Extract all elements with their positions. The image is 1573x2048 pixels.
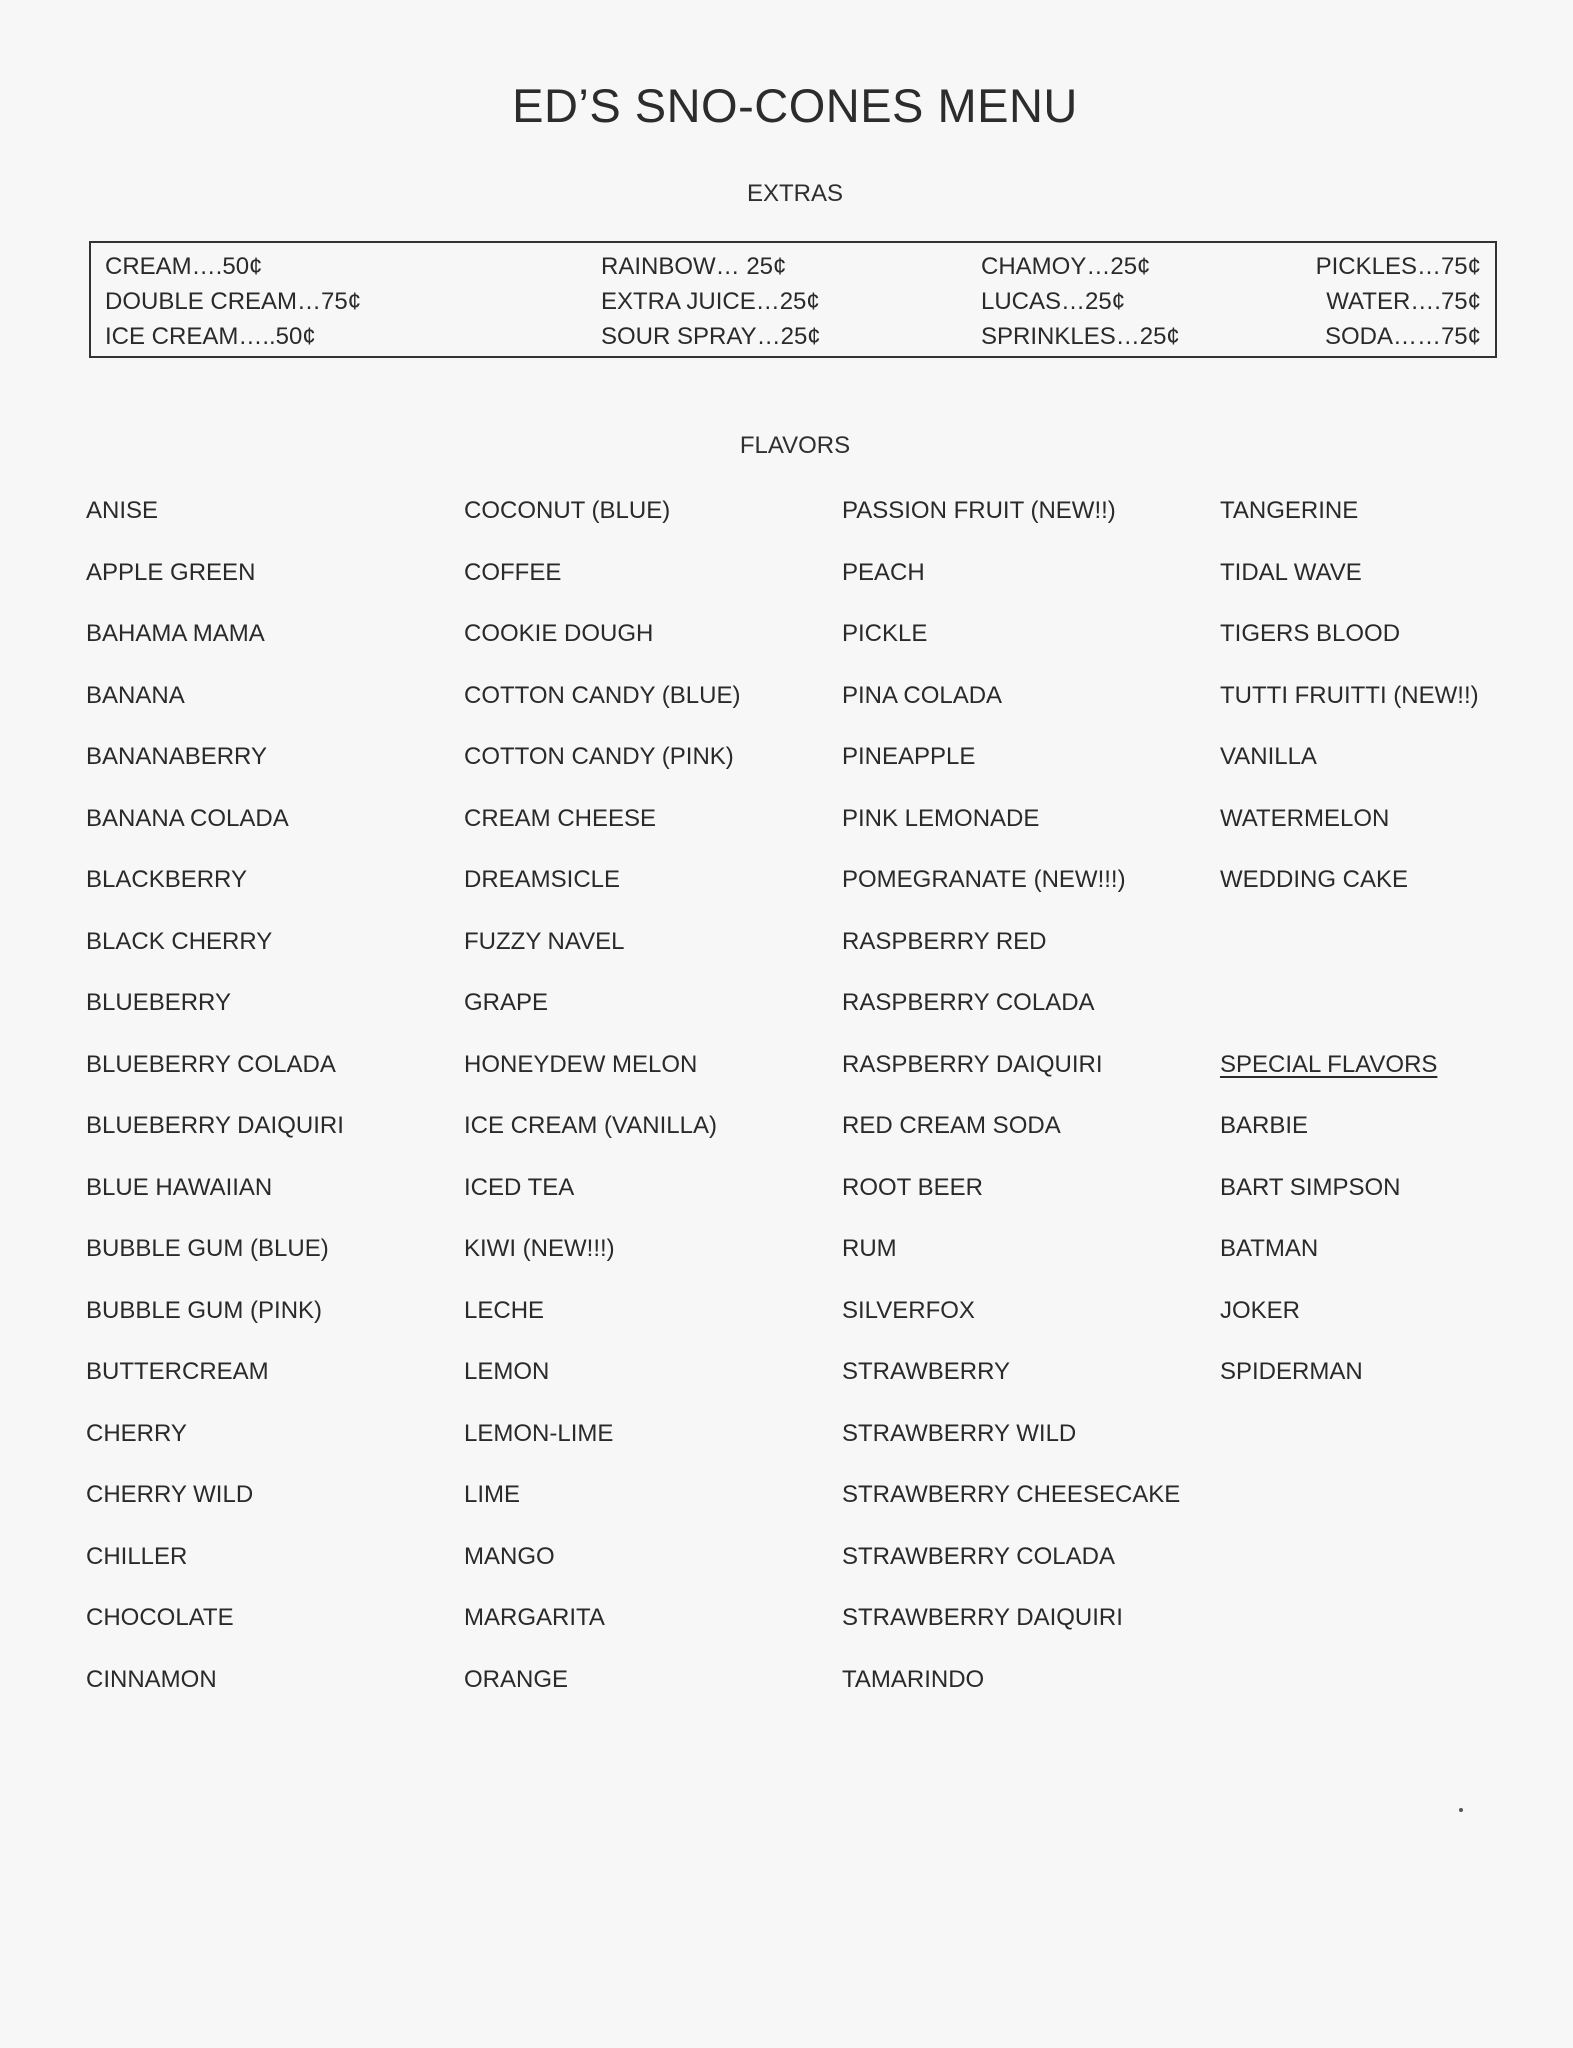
flavor-item: ROOT BEER [842,1173,983,1201]
flavor-item: PINK LEMONADE [842,804,1040,832]
extras-item: SPRINKLES…25¢ [981,323,1180,350]
flavor-item: BUBBLE GUM (PINK) [86,1296,323,1324]
flavors-column-2 [464,496,740,1726]
extras-item: DOUBLE CREAM…75¢ [105,288,362,315]
extras-item: RAINBOW… 25¢ [601,253,787,280]
flavor-item: PICKLE [842,620,928,647]
flavor-item: LIME [464,1481,521,1508]
flavor-item: BLACKBERRY [86,866,247,893]
flavor-item: TIGERS BLOOD [1220,620,1401,647]
flavor-item: COTTON CANDY (PINK) [464,743,734,770]
flavor-item: CHERRY [86,1419,187,1447]
extras-box [89,241,1497,358]
flavor-item: COTTON CANDY (BLUE) [464,681,741,709]
flavor-item: BAHAMA MAMA [86,620,265,647]
flavor-item: RED CREAM SODA [842,1112,1061,1139]
extras-item: CREAM….50¢ [105,253,263,280]
flavor-item: POMEGRANATE (NEW!!!) [842,866,1126,893]
extras-item: EXTRA JUICE…25¢ [601,288,820,315]
special-flavor-item: BART SIMPSON [1220,1173,1401,1201]
flavor-item: TUTTI FRUITTI (NEW!!) [1220,681,1479,709]
flavor-item: GRAPE [464,989,549,1016]
flavor-item: STRAWBERRY WILD [842,1419,1077,1447]
scan-speck [1459,1808,1463,1812]
flavor-item: STRAWBERRY DAIQUIRI [842,1604,1123,1631]
flavor-item: PEACH [842,558,925,586]
flavor-item: RASPBERRY DAIQUIRI [842,1050,1103,1078]
flavor-item: TANGERINE [1220,497,1359,524]
flavor-item: CHILLER [86,1542,188,1570]
flavor-item: STRAWBERRY CHEESECAKE [842,1481,1181,1508]
flavor-item: FUZZY NAVEL [464,927,625,955]
flavor-item: APPLE GREEN [86,558,256,586]
flavor-item: COCONUT (BLUE) [464,497,671,524]
spacer [1220,988,1479,1050]
flavors-column-4 [1220,496,1479,1419]
special-flavor-item: JOKER [1220,1296,1301,1324]
flavor-item: RUM [842,1235,897,1262]
special-flavor-item: SPIDERMAN [1220,1358,1363,1385]
extras-column-1 [105,249,361,354]
flavor-item: LECHE [464,1296,545,1324]
flavor-item: ORANGE [464,1665,569,1693]
flavor-item: ANISE [86,497,159,524]
flavor-item: BLUEBERRY [86,989,231,1016]
extras-item: PICKLES…75¢ [1315,253,1481,280]
special-flavor-item: BATMAN [1220,1235,1319,1262]
flavor-item: BUTTERCREAM [86,1358,269,1385]
flavor-item: BLACK CHERRY [86,927,273,955]
flavor-item: RASPBERRY COLADA [842,989,1095,1016]
flavor-item: BLUE HAWAIIAN [86,1173,273,1201]
flavor-item: BANANA COLADA [86,804,289,832]
flavor-item: LEMON [464,1358,550,1385]
extras-item: LUCAS…25¢ [981,288,1126,315]
extras-item: SODA……75¢ [1324,323,1481,350]
extras-item: ICE CREAM…..50¢ [105,323,316,350]
flavor-item: LEMON-LIME [464,1419,614,1447]
flavor-item: BUBBLE GUM (BLUE) [86,1235,329,1262]
flavor-item: RASPBERRY RED [842,927,1047,955]
flavor-item: BANANABERRY [86,743,267,770]
flavor-item: WATERMELON [1220,804,1390,832]
flavor-item: DREAMSICLE [464,866,621,893]
flavor-item: TIDAL WAVE [1220,558,1362,586]
spacer [1220,927,1479,989]
flavors-column-3 [842,496,1180,1726]
special-flavor-item: BARBIE [1220,1112,1309,1139]
flavor-item: STRAWBERRY COLADA [842,1542,1115,1570]
flavor-item: BANANA [86,681,185,709]
flavor-item: HONEYDEW MELON [464,1050,698,1078]
extras-item: WATER….75¢ [1326,288,1481,315]
flavor-item: PINA COLADA [842,681,1003,709]
flavor-item: ICE CREAM (VANILLA) [464,1112,717,1139]
extras-column-2 [601,249,821,354]
flavor-item: MARGARITA [464,1604,605,1631]
flavor-item: CHERRY WILD [86,1481,254,1508]
extras-column-3 [981,249,1180,354]
page-title: ED’S SNO-CONES MENU [512,79,1078,132]
extras-item: CHAMOY…25¢ [981,253,1151,280]
extras-item: SOUR SPRAY…25¢ [601,323,821,350]
flavor-item: STRAWBERRY [842,1358,1011,1385]
flavor-item: VANILLA [1220,743,1317,770]
flavor-item: CINNAMON [86,1665,217,1693]
flavor-item: COFFEE [464,558,562,586]
special-flavors-heading: SPECIAL FLAVORS [1220,1050,1438,1078]
extras-column-4 [1316,249,1481,354]
flavor-item: MANGO [464,1542,555,1570]
flavor-item: CHOCOLATE [86,1604,234,1631]
flavor-item: WEDDING CAKE [1220,866,1409,893]
flavors-heading: FLAVORS [739,432,851,459]
flavor-item: KIWI (NEW!!!) [464,1235,615,1262]
flavor-item: COOKIE DOUGH [464,620,654,647]
flavor-item: BLUEBERRY DAIQUIRI [86,1112,344,1139]
flavor-item: TAMARINDO [842,1665,985,1693]
flavors-column-1 [86,496,344,1726]
flavor-item: SILVERFOX [842,1296,975,1324]
extras-heading: EXTRAS [746,180,844,207]
flavor-item: BLUEBERRY COLADA [86,1050,336,1078]
flavor-item: CREAM CHEESE [464,804,657,832]
flavor-item: ICED TEA [464,1173,575,1201]
flavor-item: PINEAPPLE [842,743,976,770]
flavor-item: PASSION FRUIT (NEW!!) [842,497,1116,524]
